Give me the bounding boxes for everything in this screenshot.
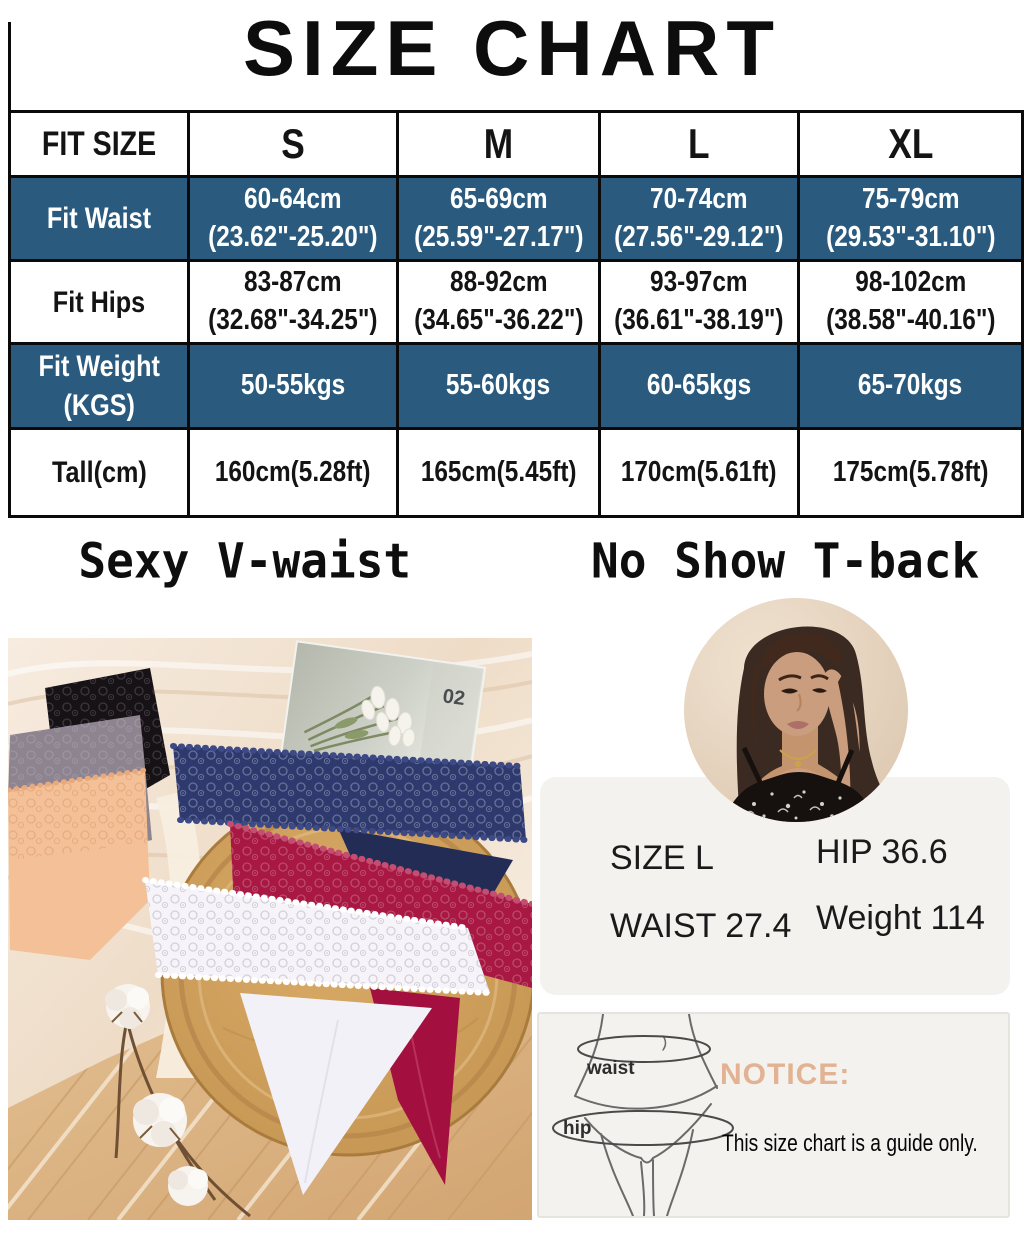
model-waist-label: WAIST 27.4 [610, 907, 792, 945]
page-title: SIZE CHART [243, 4, 781, 92]
table-cell: 175cm(5.78ft) [800, 430, 1021, 515]
left-border-rule [8, 22, 11, 110]
model-photo [684, 598, 908, 822]
product-photo [8, 638, 532, 1220]
header-cell-fit-size: FIT SIZE [11, 113, 190, 178]
row-label-fit-weight: Fit Weight (KGS) [11, 345, 190, 430]
notice-body-text: This size chart is a guide only. [722, 1130, 978, 1157]
size-table [8, 110, 1024, 518]
table-cell: 93-97cm (36.61"-38.19") [601, 262, 800, 345]
model-illustration [684, 598, 908, 822]
cotton-ball [133, 1093, 187, 1147]
body-measurement-diagram [541, 1014, 766, 1216]
product-photo-illustration [8, 638, 532, 1220]
table-cell: 88-92cm (34.65"-36.22") [399, 262, 601, 345]
header-cell-l: L [601, 113, 800, 178]
feature-heading-t-back: No Show T-back [590, 532, 980, 590]
table-cell: 75-79cm (29.53"-31.10") [800, 178, 1021, 262]
header-cell-m: M [399, 113, 601, 178]
feature-heading-v-waist: Sexy V-waist [78, 532, 412, 590]
table-cell: 60-65kgs [601, 345, 800, 430]
model-size-label: SIZE L [610, 839, 714, 877]
cotton-ball [168, 1166, 208, 1206]
hip-diagram-label: hip [563, 1118, 592, 1139]
model-weight-label: Weight 114 [816, 899, 985, 937]
table-cell: 170cm(5.61ft) [601, 430, 800, 515]
necklace-pendant [795, 761, 801, 767]
row-label-tall: Tall(cm) [11, 430, 190, 515]
table-cell: 50-55kgs [190, 345, 399, 430]
model-hip-label: HIP 36.6 [816, 833, 948, 871]
row-label-fit-hips: Fit Hips [11, 262, 190, 345]
waist-diagram-label: waist [587, 1058, 635, 1079]
card-number-label: 02 [441, 685, 467, 711]
header-cell-xl: XL [800, 113, 1021, 178]
table-cell: 98-102cm (38.58"-40.16") [800, 262, 1021, 345]
table-cell: 55-60kgs [399, 345, 601, 430]
row-label-fit-waist: Fit Waist [11, 178, 190, 262]
table-cell: 65-69cm (25.59"-27.17") [399, 178, 601, 262]
table-cell: 65-70kgs [800, 345, 1021, 430]
table-cell: 160cm(5.28ft) [190, 430, 399, 515]
table-cell: 70-74cm (27.56"-29.12") [601, 178, 800, 262]
header-cell-s: S [190, 113, 399, 178]
notice-panel [537, 1012, 1010, 1218]
table-cell: 83-87cm (32.68"-34.25") [190, 262, 399, 345]
table-cell: 60-64cm (23.62"-25.20") [190, 178, 399, 262]
table-cell: 165cm(5.45ft) [399, 430, 601, 515]
notice-heading: NOTICE: [720, 1058, 851, 1091]
